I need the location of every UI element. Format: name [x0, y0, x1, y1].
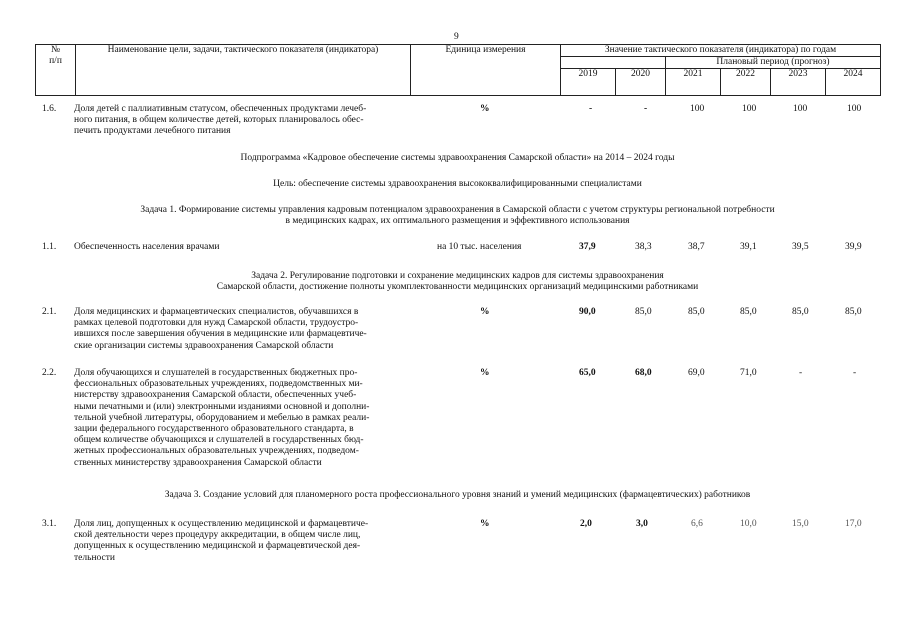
row-2-2-val-2023: - — [799, 368, 803, 378]
row-3-1-name-line: ской деятельности через процедуру аккредитации, в общем числе лиц, — [74, 530, 361, 541]
row-2-2-name-line: жетных профессиональных образовательных учреждениях, подведом- — [74, 446, 359, 457]
row-3-1-name-line: допущенных к осуществлению медицинской и фармацевтической дея- — [74, 541, 361, 552]
row-2-1-name-line: Доля медицинских и фармацевтических специалистов, обучавшихся в — [74, 307, 359, 317]
row-3-1-name-line: тельности — [74, 552, 115, 563]
row-1-6-val-2020: - — [644, 104, 648, 114]
row-1-6-val-2022: 100 — [742, 104, 757, 114]
row-3-1-name-line: Доля лиц, допущенных к осуществлению медицинской и фармацевтиче- — [74, 519, 369, 529]
row-2-1-name-line: рамках целевой подготовки для нужд Самарской области, трудоустро- — [74, 318, 359, 329]
row-3-1-name — [74, 519, 409, 564]
header-num-line2: п/п — [49, 56, 62, 66]
row-2-2-val-2020: 68,0 — [635, 368, 652, 378]
row-1-1-val-2021: 38,7 — [688, 242, 705, 252]
row-2-2-name-line: общем количестве обучающихся и слушателей в государственных бюд- — [74, 435, 364, 446]
row-1-6-name-line: Доля детей с паллиативным статусом, обеспеченных продуктами лечеб- — [74, 104, 367, 114]
row-2-1-name — [74, 307, 409, 352]
row-1-6-val-2021: 100 — [690, 104, 705, 114]
row-2-1-name-line: ские организации системы здравоохранения Самарской области — [74, 340, 334, 351]
page-number: 9 — [454, 32, 459, 42]
row-1-1-val-2020: 38,3 — [635, 242, 652, 252]
header-year-2024: 2024 — [826, 69, 881, 96]
row-3-1-val-2020: 3,0 — [636, 519, 648, 529]
header-plan-cell: Плановый период (прогноз) — [666, 57, 881, 69]
row-1-1-name: Обеспеченность населения врачами — [74, 242, 220, 252]
row-2-1-unit: % — [480, 307, 490, 317]
row-2-2-name-line: фессиональных образовательных учреждениях, подведомственных ми- — [74, 379, 363, 390]
task-2-line1: Задача 2. Регулирование подготовки и сохранение медицинских кадров для системы здравоохранения — [251, 271, 664, 281]
row-1-1-val-2019: 37,9 — [579, 242, 596, 252]
row-2-1-val-2023: 85,0 — [792, 307, 809, 317]
row-3-1-val-2024: 17,0 — [845, 519, 862, 529]
task-3-title: Задача 3. Создание условий для планомерного роста профессионального уровня знаний и умений медицинских (фармацевтических) работников — [164, 490, 751, 500]
header-num-line1: № — [50, 45, 61, 55]
header-year-2019: 2019 — [561, 69, 616, 96]
row-1-6-name — [74, 104, 409, 138]
header-values-cell: Значение тактического показателя (индикатора) по годам — [561, 45, 881, 57]
row-1-6-num: 1.6. — [42, 104, 57, 114]
row-1-1-val-2024: 39,9 — [845, 242, 862, 252]
row-2-1-num: 2.1. — [42, 307, 57, 317]
row-1-1-val-2023: 39,5 — [792, 242, 809, 252]
table-header — [35, 44, 881, 96]
row-2-1-val-2020: 85,0 — [635, 307, 652, 317]
header-unit-cell: Единица измерения — [411, 45, 561, 96]
row-3-1-val-2021: 6,6 — [691, 519, 703, 529]
row-2-2-num: 2.2. — [42, 368, 57, 378]
header-year-2022: 2022 — [721, 69, 771, 96]
row-1-6-val-2019: - — [589, 104, 593, 114]
row-1-1-num: 1.1. — [42, 242, 57, 252]
row-1-6-val-2024: 100 — [847, 104, 862, 114]
row-2-2-name-line: тельной учебной литературы, оборудованием и мебелью в рамках реали- — [74, 412, 370, 423]
task-2-title — [35, 271, 880, 293]
row-2-2-name — [74, 368, 409, 469]
row-1-6-unit: % — [480, 104, 490, 114]
row-2-2-name-line: ными печатными и (или) электронными изданиями основной и дополни- — [74, 401, 370, 412]
task-1-line2: в медицинских кадрах, их оптимального размещения и эффективного использования — [285, 216, 630, 227]
row-2-2-val-2019: 65,0 — [579, 368, 596, 378]
header-year-2023: 2023 — [771, 69, 826, 96]
task-1-line1: Задача 1. Формирование системы управления кадровым потенциалом здравоохранения в Самарской области с учетом структуры региональной потребности — [140, 205, 775, 215]
row-2-2-val-2021: 69,0 — [688, 368, 705, 378]
row-2-1-val-2024: 85,0 — [845, 307, 862, 317]
row-2-2-unit: % — [480, 368, 490, 378]
row-3-1-val-2023: 15,0 — [792, 519, 809, 529]
row-3-1-val-2022: 10,0 — [740, 519, 757, 529]
row-1-6-val-2023: 100 — [793, 104, 808, 114]
header-empty-cell — [561, 57, 666, 69]
row-2-2-name-line: зации федерального государственного образовательного стандарта, в — [74, 424, 354, 435]
header-year-2021: 2021 — [666, 69, 721, 96]
row-1-1-unit: на 10 тыс. населения — [437, 242, 522, 252]
row-1-1-val-2022: 39,1 — [740, 242, 757, 252]
header-num-cell — [36, 45, 76, 96]
row-2-1-val-2021: 85,0 — [688, 307, 705, 317]
row-2-2-val-2022: 71,0 — [740, 368, 757, 378]
task-1-title — [35, 205, 880, 227]
row-2-2-name-line: нистерству здравоохранения Самарской области, обеспеченных учеб- — [74, 390, 357, 401]
row-2-1-name-line: ившихся после завершения обучения в медицинские или фармацевтиче- — [74, 329, 367, 340]
header-name-cell: Наименование цели, задачи, тактического показателя (индикатора) — [76, 45, 411, 96]
row-3-1-num: 3.1. — [42, 519, 57, 529]
goal-title: Цель: обеспечение системы здравоохранения высококвалифицированными специалистами — [273, 179, 642, 189]
row-2-1-val-2019: 90,0 — [579, 307, 596, 317]
row-2-2-name-line: Доля обучающихся и слушателей в государственных бюджетных про- — [74, 368, 358, 378]
task-2-line2: Самарской области, достижение полноты укомплектованности медицинских организаций медицинскими работниками — [216, 282, 699, 293]
row-1-6-name-line: печить продуктами лечебного питания — [74, 126, 231, 137]
row-2-2-name-line: ственных министерству здравоохранения Самарской области — [74, 457, 322, 468]
row-3-1-val-2019: 2,0 — [580, 519, 592, 529]
header-year-2020: 2020 — [616, 69, 666, 96]
subprogram-title: Подпрограмма «Кадровое обеспечение системы здравоохранения Самарской области» на 2014 – 2024 годы — [240, 153, 675, 163]
row-1-6-name-line: ного питания, в общем количестве детей, которых планировалось обес- — [74, 115, 364, 126]
row-3-1-unit: % — [480, 519, 490, 529]
row-2-1-val-2022: 85,0 — [740, 307, 757, 317]
row-2-2-val-2024: - — [853, 368, 857, 378]
